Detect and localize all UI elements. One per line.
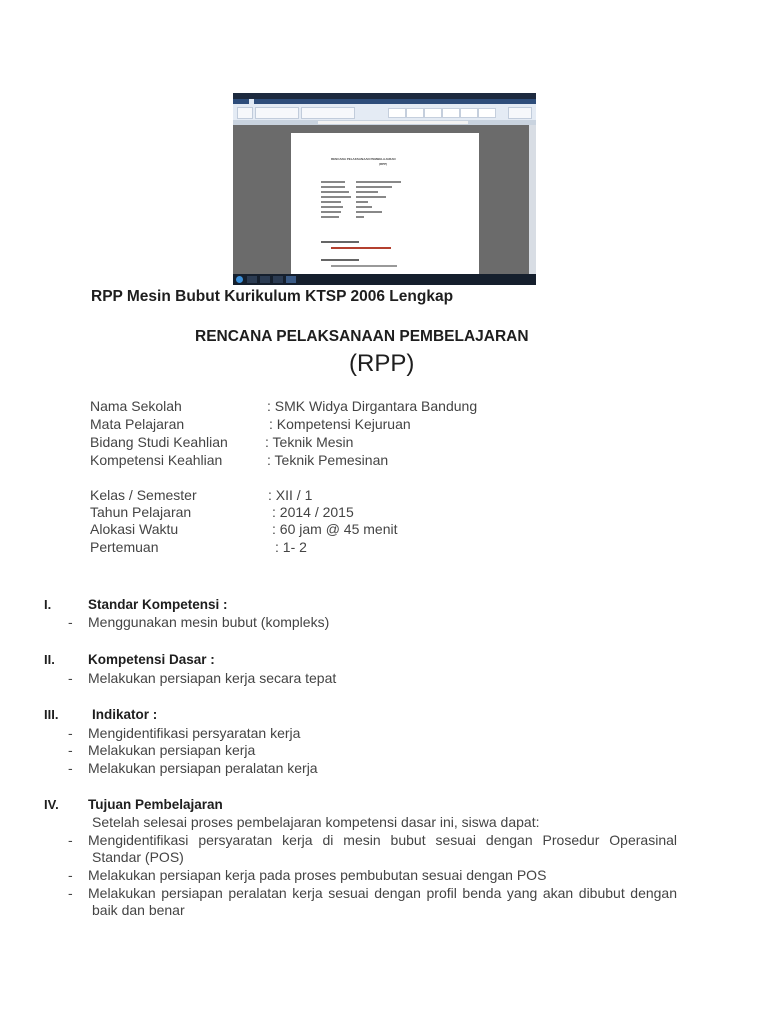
word-screenshot-image	[233, 93, 536, 285]
section-title: Tujuan Pembelajaran	[88, 797, 223, 812]
word-doc-heading: RENCANA PELAKSANAAN PEMBELAJARAN	[331, 157, 396, 161]
list-item: Menggunakan mesin bubut (kompleks)	[88, 614, 330, 630]
section-title: Kompetensi Dasar :	[88, 652, 215, 667]
info-label: Kelas / Semester	[90, 487, 197, 503]
list-item: Melakukan persiapan kerja	[88, 742, 256, 758]
doc-subheading: (RPP)	[349, 350, 415, 377]
word-doc-sub: (RPP)	[379, 162, 388, 166]
section-intro: Setelah selesai proses pembelajaran kompetensi dasar ini, siswa dapat:	[92, 814, 540, 830]
section-number: III.	[44, 707, 59, 722]
list-dash: -	[68, 670, 73, 686]
list-dash: -	[68, 832, 73, 848]
section-number: II.	[44, 652, 55, 667]
info-value: : 1- 2	[275, 539, 307, 555]
section-title: Standar Kompetensi :	[88, 597, 228, 612]
page-title: RPP Mesin Bubut Kurikulum KTSP 2006 Lengkap	[91, 288, 454, 305]
list-item: Mengidentifikasi persyaratan kerja di mesin bubut sesuai dengan Prosedur Operasinal	[88, 832, 677, 848]
info-value: : Kompetensi Kejuruan	[269, 416, 411, 432]
info-value: : Teknik Pemesinan	[267, 452, 389, 468]
info-label: Bidang Studi Keahlian	[90, 434, 228, 450]
info-value: : 60 jam @ 45 menit	[272, 521, 398, 537]
info-value: : XII / 1	[268, 487, 313, 503]
doc-heading: RENCANA PELAKSANAAN PEMBELAJARAN	[195, 328, 529, 345]
windows-taskbar	[233, 274, 536, 285]
list-item: Mengidentifikasi persyaratan kerja	[88, 725, 301, 741]
list-dash: -	[68, 742, 73, 758]
list-item: Melakukan persiapan peralatan kerja	[88, 760, 318, 776]
list-item: Melakukan persiapan peralatan kerja sesuai dengan profil benda yang akan dibubut dengan	[88, 885, 677, 901]
info-label: Pertemuan	[90, 539, 159, 555]
info-label: Tahun Pelajaran	[90, 504, 192, 520]
list-dash: -	[68, 725, 73, 741]
info-value: : Teknik Mesin	[265, 434, 354, 450]
list-item: Melakukan persiapan kerja pada proses pembubutan sesuai dengan POS	[88, 867, 547, 883]
list-item-continued: baik dan benar	[92, 902, 185, 918]
list-item: Melakukan persiapan kerja secara tepat	[88, 670, 337, 686]
info-label: Mata Pelajaran	[90, 416, 185, 432]
section-number: I.	[44, 597, 52, 612]
list-dash: -	[68, 885, 73, 901]
windows-start-icon	[236, 276, 243, 283]
section-number: IV.	[44, 797, 59, 812]
list-item-continued: Standar (POS)	[92, 849, 184, 865]
list-dash: -	[68, 760, 73, 776]
info-label: Alokasi Waktu	[90, 521, 179, 537]
list-dash: -	[68, 867, 73, 883]
word-ribbon	[233, 104, 536, 121]
info-label: Nama Sekolah	[90, 398, 182, 414]
word-doc-page	[291, 133, 479, 278]
word-scrollbar	[529, 125, 536, 274]
info-value: : SMK Widya Dirgantara Bandung	[267, 398, 478, 414]
list-dash: -	[68, 614, 73, 630]
info-label: Kompetensi Keahlian	[90, 452, 223, 468]
section-title: Indikator :	[92, 707, 158, 722]
info-value: : 2014 / 2015	[272, 504, 354, 520]
